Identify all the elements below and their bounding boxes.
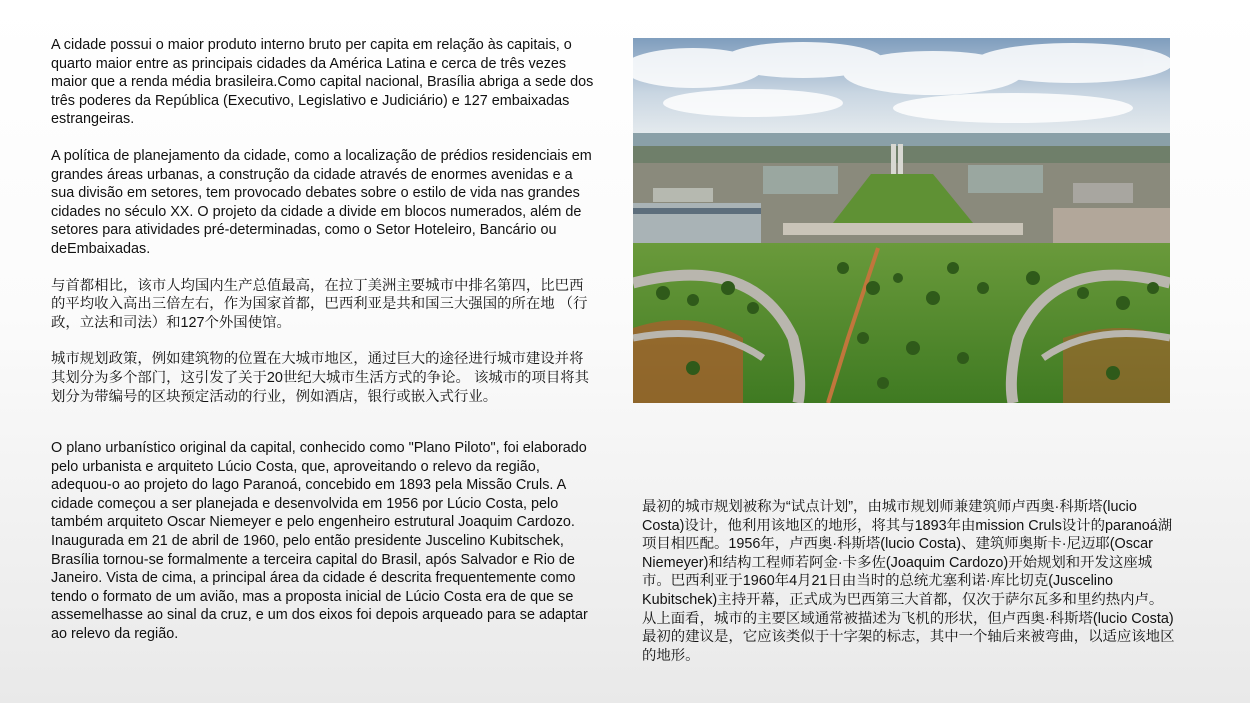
paragraph-zh-economy: 与首都相比，该市人均国内生产总值最高，在拉丁美洲主要城市中排名第四，比巴西的平均收入高出三倍左右，作为国家首都，巴西利亚是共和国三大强国的所在地 （行政，立法和司法）和127个外国使馆。 [51,277,588,331]
brasilia-aerial-photo [633,38,1170,403]
paragraph-zh-planning: 城市规划政策，例如建筑物的位置在大城市地区，通过巨大的途径进行城市建设并将其划分为多个部门，这引发了关于20世纪大城市生活方式的争论。 该城市的项目将其划分为带编号的区块预定活动的行业，例如酒店，银行或嵌入式行业。 [51,351,590,405]
paragraph-pt-plano-piloto: O plano urbanístico original da capital, conhecido como "Plano Piloto", foi elaborado pelo urbanista e arquiteto Lúcio Costa, que, aproveitando o relevo da região, adequou-o ao projeto do lago Paranoá, concebido em 1893 pela Missão Cruls. A cidade começou a ser planejada e desenvolvida em 1956 por Lúcio Costa, pelo também arquiteto Oscar Niemeyer e pelo engenheiro estrutural Joaquim Cardozo. Inaugurada em 21 de abril de 1960, pelo então presidente Juscelino Kubitschek, Brasília tornou-se formalmente a terceira capital do Brasil, após Salvador e Rio de Janeiro. Vista de cima, a principal área da cidade é descrita frequentemente como tendo o formato de um avião, mas a proposta inicial de Lúcio Costa era de que se assemelhasse ao sinal da cruz, e um dos eixos foi depois arqueado para se adaptar ao relevo da região. [51,440,588,643]
paragraph-pt-planning: A política de planejamento da cidade, como a localização de prédios residenciais em grandes áreas urbanas, a construção da cidade através de enormes avenidas e a sua divisão em setores, tem provocado debates sobre o estilo de vida nas grandes cidades no século XX. O projeto da cidade a divide em blocos numerados, além de setores para atividades pré-determinadas, como o Setor Hoteleiro, Bancário ou deEmbaixadas. [51,147,592,257]
paragraph-zh-plano-piloto: 最初的城市规划被称为“试点计划”，由城市规划师兼建筑师卢西奥·科斯塔(lucio Costa)设计，他利用该地区的地形，将其与1893年由mission Cruls设计的paranoá湖项目相匹配。1956年，卢西奥·科斯塔(lucio Costa)、建筑师奥斯卡·尼迈耶(Oscar Niemeyer)和结构工程师若阿金·卡多佐(Joaquim Cardozo)开始规划和开发这座城市。巴西利亚于1960年4月21日由当时的总统尤塞利诺·库比切克(Juscelino Kubitschek)主持开幕，正式成为巴西第三大首都，仅次于萨尔瓦多和里约热内卢。从上面看，城市的主要区域通常被描述为飞机的形状，但卢西奥·科斯塔(lucio Costa)最初的建议是，它应该类似于十字架的标志，其中一个轴后来被弯曲，以适应该地区的地形。 [642,499,1175,664]
paragraph-pt-economy: A cidade possui o maior produto interno bruto per capita em relação às capitais, o quarto maior entre as principais cidades da América Latina e cerca de três vezes maior que a renda média brasileira.Como capital nacional, Brasília abriga a sede dos três poderes da República (Executivo, Legislativo e Judiciário) e 127 embaixadas estrangeiras. [51,37,594,128]
left-text-column [51,36,596,644]
right-text-column [642,498,1177,665]
